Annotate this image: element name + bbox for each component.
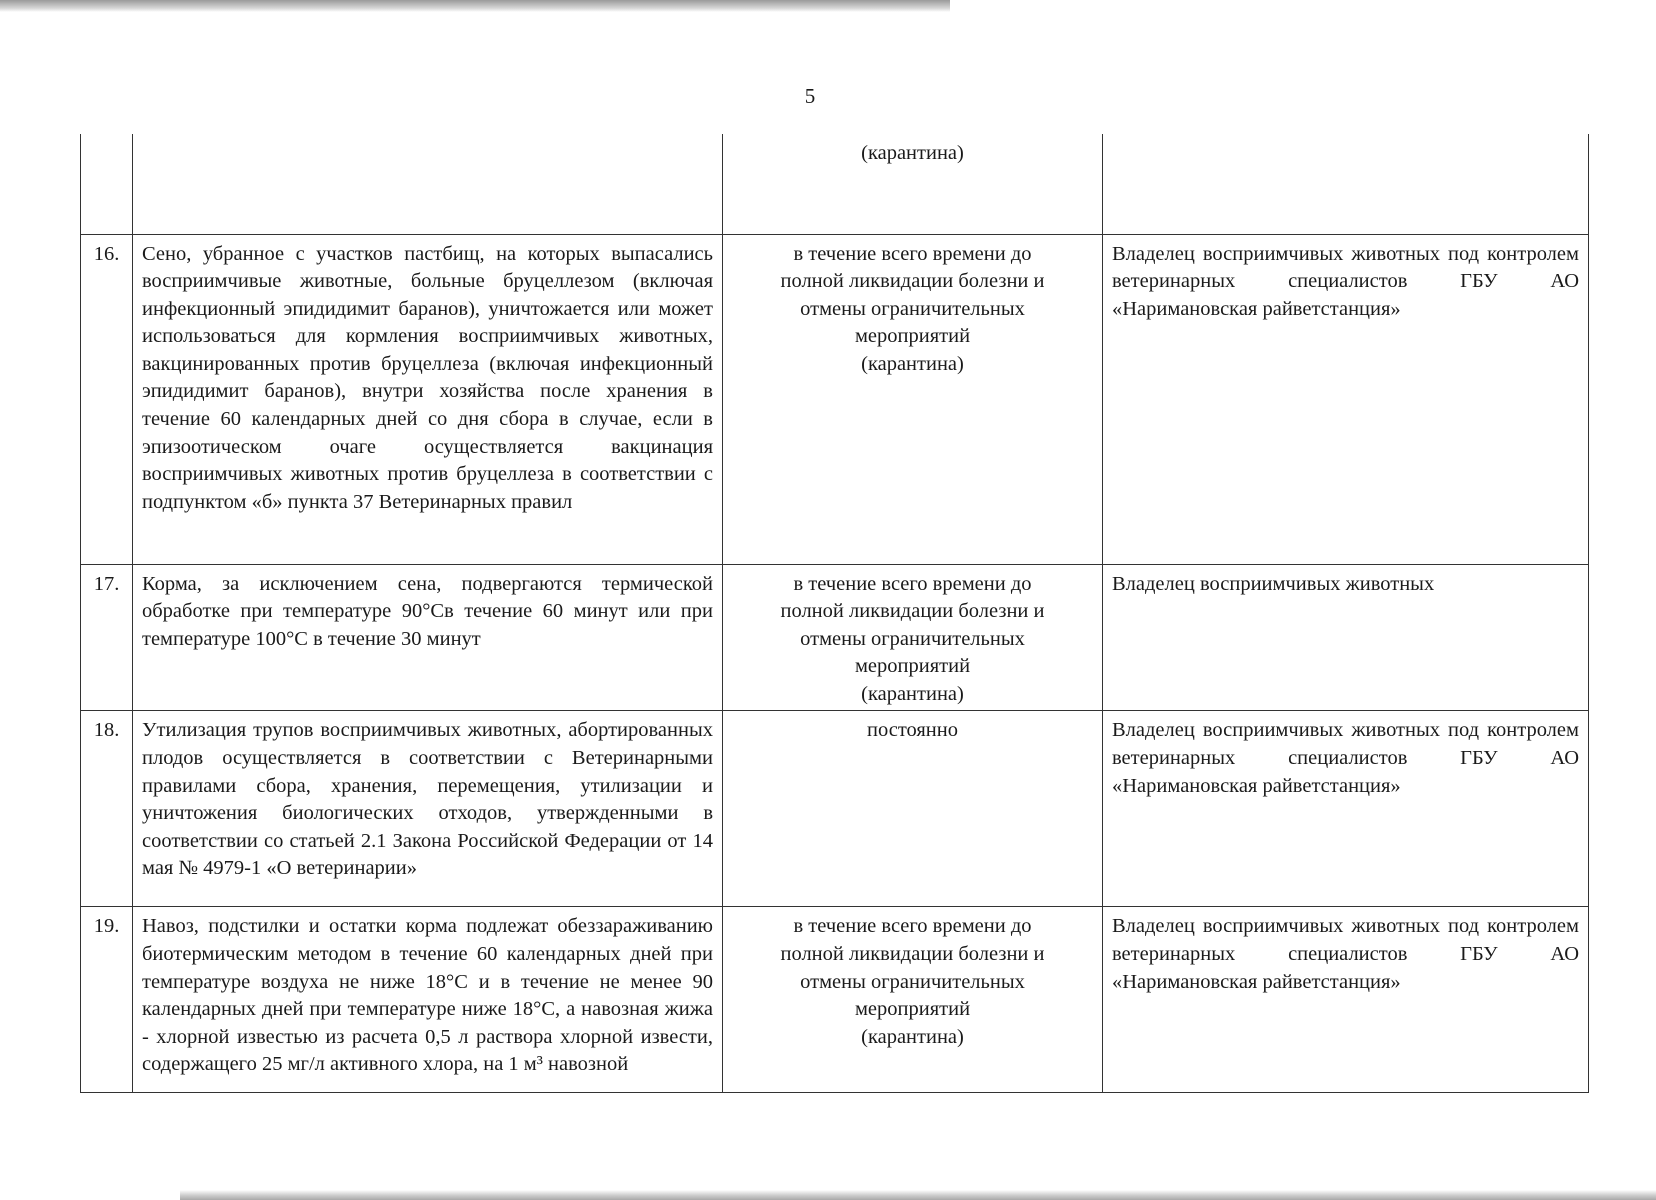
- period-line: постоянно: [867, 719, 958, 742]
- period-line: полной ликвидации болезни и: [780, 600, 1045, 623]
- cell-description: Сено, убранное с участков пастбищ, на которых выпасались восприимчивые животные, больные бруцеллезом (включая инфекционный эпидидимит баранов), уничтожается или может использоваться для кормления восприимчивых животных, вакцинированных против бруцеллеза (включая инфекционный эпидидимит баранов), внутри хозяйства после хранения в течение 60 календарных дней со дня сбора в случае, если в эпизоотическом очаге осуществляется вакцинация восприимчивых животных против бруцеллеза в соответствии с подпунктом «б» пункта 37 Ветеринарных правил: [133, 234, 723, 564]
- table-row-continuation: [81, 134, 1589, 234]
- period-line: отмены ограничительных: [800, 297, 1025, 320]
- cell-period: [723, 564, 1103, 711]
- table-row: [81, 907, 1589, 1093]
- period-line: полной ликвидации болезни и: [780, 943, 1045, 966]
- cell-period: [723, 234, 1103, 564]
- cell-responsible: [1103, 134, 1589, 234]
- period-line: (карантина): [861, 1025, 964, 1048]
- cell-responsible: Владелец восприимчивых животных под контролем ветеринарных специалистов ГБУ АО «Наримановская райветстанция»: [1103, 907, 1589, 1093]
- cell-description: [133, 134, 723, 234]
- cell-num: 18.: [81, 711, 133, 907]
- period-line: в течение всего времени до: [793, 572, 1032, 595]
- cell-period: [723, 134, 1103, 234]
- cell-period: [723, 711, 1103, 907]
- period-line: мероприятий: [854, 655, 971, 678]
- cell-num: 19.: [81, 907, 133, 1093]
- scan-edge-bottom: [180, 1190, 1656, 1200]
- cell-description: Утилизация трупов восприимчивых животных, абортированных плодов осуществляется в соответствии с Ветеринарными правилами сбора, хранения, перемещения, утилизации и уничтожения биологических отходов, утвержденными в соответствии со статьей 2.1 Закона Российской Федерации от 14 мая № 4979-1 «О ветеринарии»: [133, 711, 723, 907]
- table-row: [81, 234, 1589, 564]
- cell-period: [723, 907, 1103, 1093]
- period-line: (карантина): [861, 682, 964, 705]
- scan-edge-top: [0, 0, 950, 12]
- period-line: полной ликвидации болезни и: [780, 270, 1045, 293]
- period-line: мероприятий: [854, 998, 971, 1021]
- cell-description: Навоз, подстилки и остатки корма подлежат обеззараживанию биотермическим методом в течение 60 календарных дней при температуре воздуха не ниже 18°С и в течение не менее 90 календарных дней при температуре ниже 18°С, а навозная жижа - хлорной известью из расчета 0,5 л раствора хлорной извести, содержащего 25 мг/л активного хлора, на 1 м³ навозной: [133, 907, 723, 1093]
- measures-table: [80, 134, 1589, 1093]
- cell-responsible: Владелец восприимчивых животных под контролем ветеринарных специалистов ГБУ АО «Наримановская райветстанция»: [1103, 711, 1589, 907]
- period-line: отмены ограничительных: [800, 970, 1025, 993]
- cell-num: 16.: [81, 234, 133, 564]
- page-number: 5: [804, 84, 816, 108]
- table-row: [81, 711, 1589, 907]
- cell-num: [81, 134, 133, 234]
- period-line: (карантина): [861, 142, 964, 164]
- period-line: мероприятий: [854, 325, 971, 348]
- period-line: (карантина): [861, 352, 964, 375]
- table-row: [81, 564, 1589, 711]
- cell-num: 17.: [81, 564, 133, 711]
- cell-responsible: Владелец восприимчивых животных: [1103, 564, 1589, 711]
- cell-description: Корма, за исключением сена, подвергаются термической обработке при температуре 90°Св течение 60 минут или при температуре 100°С в течение 30 минут: [133, 564, 723, 711]
- period-line: в течение всего времени до: [793, 242, 1032, 265]
- period-line: отмены ограничительных: [800, 627, 1025, 650]
- period-line: в течение всего времени до: [793, 915, 1032, 938]
- cell-responsible: Владелец восприимчивых животных под контролем ветеринарных специалистов ГБУ АО «Наримановская райветстанция»: [1103, 234, 1589, 564]
